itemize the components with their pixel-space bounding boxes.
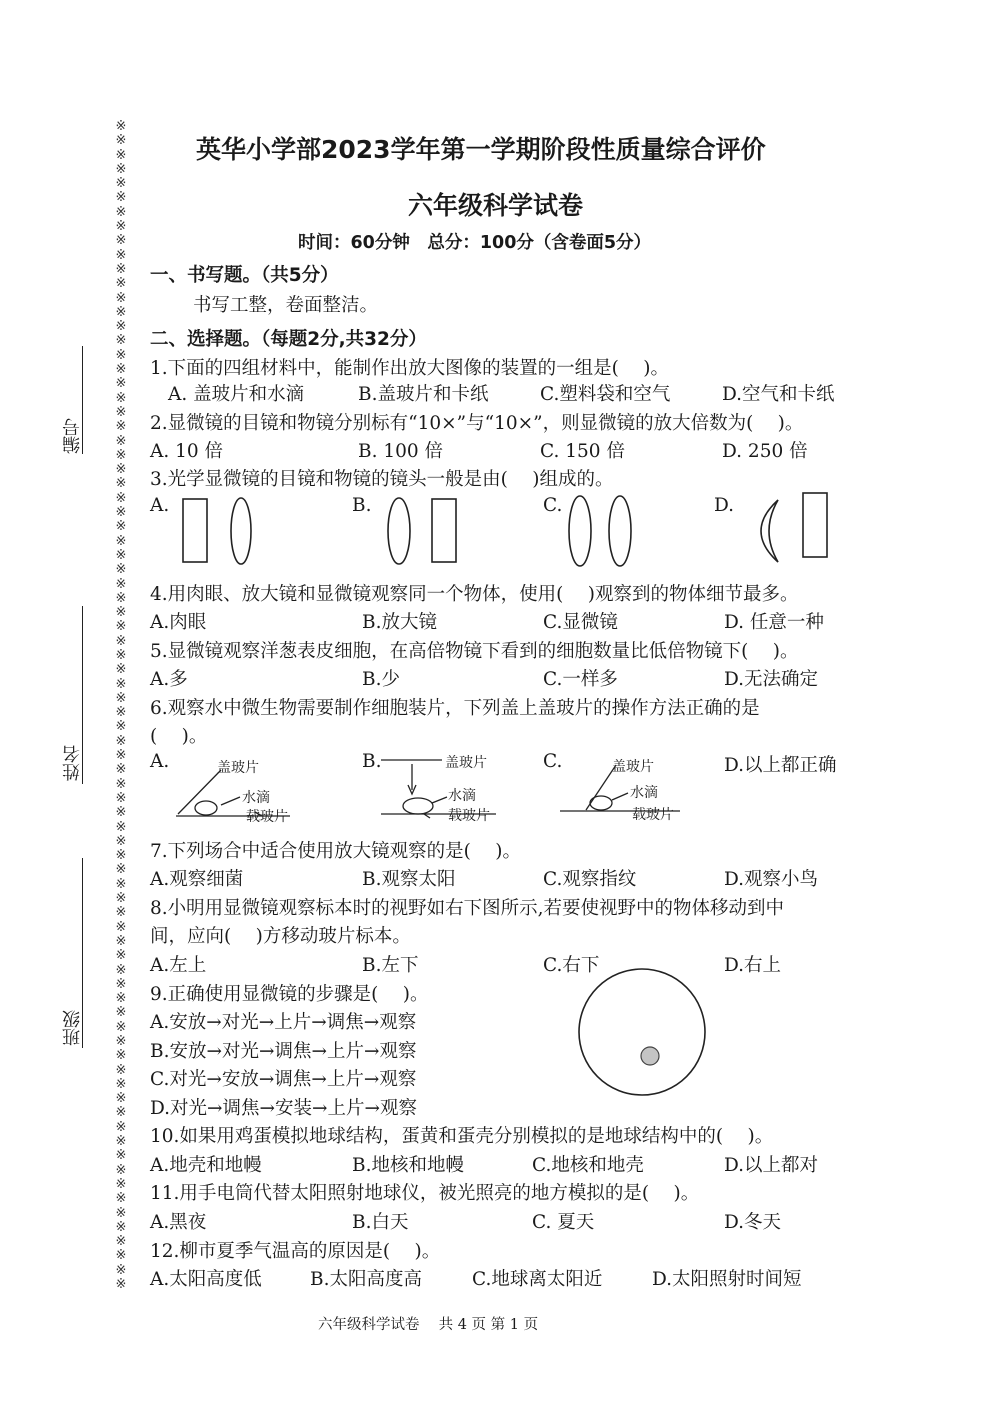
question-11-option-b[interactable]: B.白天: [352, 1212, 409, 1233]
question-1-option-b[interactable]: B.盖玻片和卡纸: [358, 384, 489, 405]
fig-b-label-water: 水滴: [448, 788, 476, 804]
question-10-option-b[interactable]: B.地核和地幔: [352, 1155, 464, 1176]
question-6-option-d[interactable]: D.以上都正确: [724, 755, 837, 776]
question-7-option-d[interactable]: D.观察小鸟: [724, 869, 819, 890]
fig-c-label-cover: 盖玻片: [612, 759, 654, 775]
fig-a-label-water: 水滴: [242, 790, 270, 806]
question-10-option-c[interactable]: C.地核和地壳: [532, 1155, 644, 1176]
fig-c-label-slide: 载玻片: [632, 807, 674, 823]
question-3-option-d[interactable]: D.: [714, 495, 735, 516]
question-2-option-c[interactable]: C. 150 倍: [540, 441, 625, 462]
question-10-option-d[interactable]: D.以上都对: [724, 1155, 819, 1176]
question-1-option-d[interactable]: D.空气和卡纸: [722, 384, 835, 405]
question-12-option-a[interactable]: A.太阳高度低: [150, 1269, 262, 1290]
field-label-class: 班级: [62, 1010, 83, 1046]
question-10-option-a[interactable]: A.地壳和地幔: [150, 1155, 262, 1176]
fig-a-label-cover: 盖玻片: [217, 760, 259, 776]
question-12-option-c[interactable]: C.地球离太阳近: [472, 1269, 603, 1290]
question-4-option-a[interactable]: A.肉眼: [150, 612, 207, 633]
question-3-option-a[interactable]: A.: [150, 495, 170, 516]
exam-title: 英华小学部2023学年第一学期阶段性质量综合评价: [196, 135, 766, 164]
question-4-option-b[interactable]: B.放大镜: [362, 612, 437, 633]
question-2-option-a[interactable]: A. 10 倍: [150, 441, 224, 462]
fig-c-label-water: 水滴: [630, 785, 658, 801]
question-12-option-d[interactable]: D.太阳照射时间短: [652, 1269, 802, 1290]
question-8-option-a[interactable]: A.左上: [150, 955, 207, 976]
binding-margin-pattern: ※ ※ ※ ※ ※ ※ ※ ※ ※ ※ ※ ※ ※ ※ ※ ※ ※ ※ ※ ※ ※ ※ ※ ※ ※ ※ ※ ※ ※ ※ ※ ※ ※ ※ ※ ※ ※ ※ ※ ※ ※ ※ ※ ※ ※ ※ ※ ※ ※ ※ ※ ※ ※ ※ ※ ※ ※ ※ ※ ※ ※ ※ ※ ※ ※ ※ ※ ※ ※ ※ ※ ※ ※ ※ ※ ※ ※ ※ ※ ※ ※ ※: [115, 120, 127, 1293]
exam-info: 时间：60分钟 总分：100分（含卷面5分）: [298, 233, 652, 253]
field-label-name: 姓名: [62, 745, 83, 781]
question-1-option-a[interactable]: A. 盖玻片和水滴: [168, 384, 305, 405]
question-2-option-d[interactable]: D. 250 倍: [722, 441, 808, 462]
fig-b-label-cover: 盖玻片: [445, 755, 487, 771]
page-footer: 六年级科学试卷 共 4 页 第 1 页: [318, 1317, 539, 1333]
question-10-stem: 10.如果用鸡蛋模拟地球结构，蛋黄和蛋壳分别模拟的是地球结构中的( )。: [150, 1126, 774, 1147]
question-9-option-b[interactable]: B.安放→对光→调焦→上片→观察: [150, 1041, 417, 1062]
question-12-stem: 12.柳市夏季气温高的原因是( )。: [150, 1241, 441, 1262]
question-5-option-a[interactable]: A.多: [150, 669, 188, 690]
question-6-option-b[interactable]: B.: [362, 751, 382, 772]
question-6-option-a[interactable]: A.: [150, 751, 170, 772]
question-7-stem: 7.下列场合中适合使用放大镜观察的是( )。: [150, 841, 521, 862]
question-9-stem: 9.正确使用显微镜的步骤是( )。: [150, 984, 429, 1005]
question-8-stem-cont: 间，应向( )方移动玻片标本。: [150, 926, 411, 947]
question-11-stem: 11.用手电筒代替太阳照射地球仪，被光照亮的地方模拟的是( )。: [150, 1183, 700, 1204]
section2-heading: 二、选择题。（每题2分,共32分）: [150, 329, 427, 350]
question-6-stem-cont: ( )。: [150, 726, 208, 747]
question-9-option-a[interactable]: A.安放→对光→上片→调焦→观察: [150, 1012, 417, 1033]
view-field-circle: [579, 969, 705, 1095]
question-2-option-b[interactable]: B. 100 倍: [358, 441, 444, 462]
section1-heading: 一、书写题。（共5分）: [150, 265, 339, 286]
question-4-option-d[interactable]: D. 任意一种: [724, 612, 824, 633]
question-11-option-d[interactable]: D.冬天: [724, 1212, 782, 1233]
question-3-option-b[interactable]: B.: [352, 495, 372, 516]
question-4-stem: 4.用肉眼、放大镜和显微镜观察同一个物体，使用( )观察到的物体细节最多。: [150, 584, 799, 605]
question-8-option-b[interactable]: B.左下: [362, 955, 419, 976]
question-5-option-d[interactable]: D.无法确定: [724, 669, 819, 690]
question-1-stem: 1.下面的四组材料中，能制作出放大图像的装置的一组是( )。: [150, 358, 669, 379]
question-3-option-c[interactable]: C.: [543, 495, 563, 516]
question-8-option-c[interactable]: C.右下: [543, 955, 600, 976]
field-label-number: 编号: [62, 418, 83, 454]
question-8-option-d[interactable]: D.右上: [724, 955, 782, 976]
question-4-option-c[interactable]: C.显微镜: [543, 612, 618, 633]
question-5-option-b[interactable]: B.少: [362, 669, 400, 690]
question-1-option-c[interactable]: C.塑料袋和空气: [540, 384, 671, 405]
question-8-stem: 8.小明用显微镜观察标本时的视野如右下图所示,若要使视野中的物体移动到中: [150, 898, 785, 919]
question-12-option-b[interactable]: B.太阳高度高: [310, 1269, 422, 1290]
question-5-option-c[interactable]: C.一样多: [543, 669, 618, 690]
question-6-stem: 6.观察水中微生物需要制作细胞装片，下列盖上盖玻片的操作方法正确的是: [150, 698, 760, 719]
question-11-option-a[interactable]: A.黑夜: [150, 1212, 207, 1233]
question-2-stem: 2.显微镜的目镜和物镜分别标有“10×”与“10×”，则显微镜的放大倍数为( )。: [150, 413, 804, 434]
question-9-option-c[interactable]: C.对光→安放→调焦→上片→观察: [150, 1069, 417, 1090]
fig-b-label-slide: 载玻片: [448, 808, 490, 824]
question-6-option-c[interactable]: C.: [543, 751, 563, 772]
question-5-stem: 5.显微镜观察洋葱表皮细胞，在高倍物镜下看到的细胞数量比低倍物镜下( )。: [150, 641, 799, 662]
question-9-option-d[interactable]: D.对光→调焦→安装→上片→观察: [150, 1098, 418, 1119]
fig-a-label-slide: 载玻片: [246, 809, 288, 825]
question-3-stem: 3.光学显微镜的目镜和物镜的镜头一般是由( )组成的。: [150, 469, 614, 490]
view-object-dot: [641, 1047, 659, 1065]
question-7-option-a[interactable]: A.观察细菌: [150, 869, 244, 890]
exam-subtitle: 六年级科学试卷: [408, 191, 584, 220]
question-11-option-c[interactable]: C. 夏天: [532, 1212, 595, 1233]
section1-body: 书写工整，卷面整洁。: [193, 295, 379, 316]
question-7-option-c[interactable]: C.观察指纹: [543, 869, 637, 890]
question-7-option-b[interactable]: B.观察太阳: [362, 869, 456, 890]
